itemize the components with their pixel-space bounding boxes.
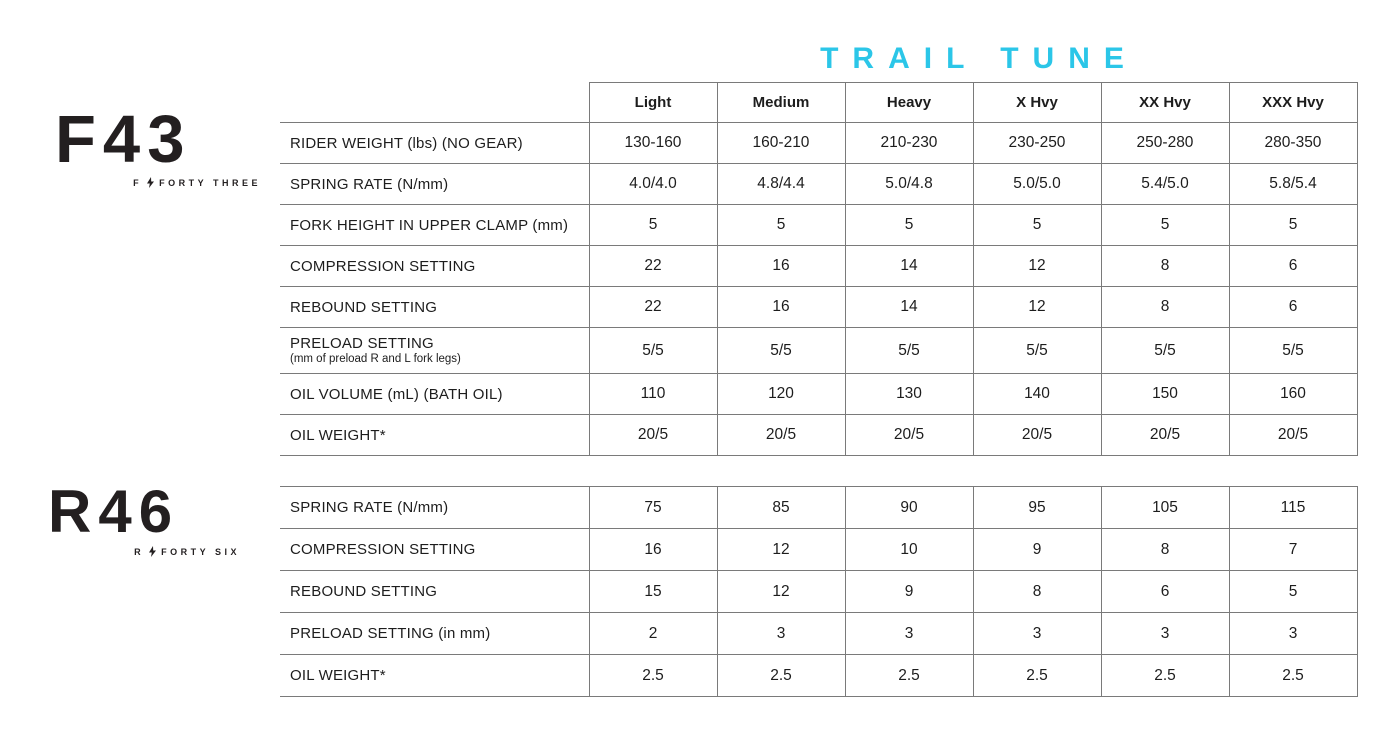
row-label-cell <box>280 529 589 571</box>
value-cell: 4.8/4.4 <box>717 164 845 205</box>
value-cell: 9 <box>973 529 1101 571</box>
row-label-cell <box>280 655 589 697</box>
value-cell: 210-230 <box>845 123 973 164</box>
value-cell: 4.0/4.0 <box>589 164 717 205</box>
r46-tagline-prefix: R <box>134 546 145 557</box>
value-cell: 5 <box>1229 571 1357 613</box>
value-cell: 2.5 <box>717 655 845 697</box>
value-cell: 8 <box>973 571 1101 613</box>
table-row <box>280 123 1357 164</box>
value-cell: 5 <box>973 205 1101 246</box>
r46-tagline <box>48 546 240 557</box>
value-cell: 5.4/5.0 <box>1101 164 1229 205</box>
value-cell: 14 <box>845 287 973 328</box>
row-label-cell <box>280 328 589 374</box>
f43-logo <box>55 102 261 188</box>
value-cell: 20/5 <box>1101 415 1229 456</box>
row-label: REBOUND SETTING <box>290 583 438 600</box>
row-label: OIL WEIGHT* <box>290 667 386 684</box>
value-cell: 22 <box>589 246 717 287</box>
value-cell: 5.0/5.0 <box>973 164 1101 205</box>
page-title: TRAIL TUNE <box>820 42 1138 75</box>
value-cell: 20/5 <box>717 415 845 456</box>
f43-tagline <box>55 177 261 188</box>
value-cell: 10 <box>845 529 973 571</box>
value-cell: 140 <box>973 374 1101 415</box>
value-cell: 6 <box>1229 246 1357 287</box>
value-cell: 5 <box>717 205 845 246</box>
value-cell: 160-210 <box>717 123 845 164</box>
value-cell: 5/5 <box>717 328 845 374</box>
value-cell: 250-280 <box>1101 123 1229 164</box>
table-row <box>280 205 1357 246</box>
value-cell: 5.8/5.4 <box>1229 164 1357 205</box>
r46-table <box>280 486 1358 697</box>
value-cell: 5 <box>1229 205 1357 246</box>
row-label: COMPRESSION SETTING <box>290 257 476 275</box>
value-cell: 160 <box>1229 374 1357 415</box>
row-label-cell <box>280 287 589 328</box>
column-header: Medium <box>717 83 845 123</box>
value-cell: 3 <box>973 613 1101 655</box>
row-label: OIL WEIGHT* <box>290 426 386 444</box>
corner-cell <box>280 83 589 123</box>
row-label: FORK HEIGHT IN UPPER CLAMP (mm) <box>290 216 569 234</box>
value-cell: 5/5 <box>845 328 973 374</box>
r46-logo <box>48 478 240 557</box>
value-cell: 150 <box>1101 374 1229 415</box>
table-row <box>280 246 1357 287</box>
value-cell: 2.5 <box>845 655 973 697</box>
column-header: X Hvy <box>973 83 1101 123</box>
row-label: REBOUND SETTING <box>290 298 438 316</box>
value-cell: 3 <box>1101 613 1229 655</box>
row-label-cell <box>280 415 589 456</box>
table-row <box>280 529 1357 571</box>
row-label-cell <box>280 246 589 287</box>
value-cell: 3 <box>845 613 973 655</box>
f43-table <box>280 82 1358 456</box>
value-cell: 75 <box>589 487 717 529</box>
value-cell: 130 <box>845 374 973 415</box>
value-cell: 280-350 <box>1229 123 1357 164</box>
row-label-cell <box>280 205 589 246</box>
value-cell: 230-250 <box>973 123 1101 164</box>
bolt-icon <box>147 177 154 188</box>
row-label: SPRING RATE (N/mm) <box>290 175 449 193</box>
value-cell: 12 <box>717 571 845 613</box>
value-cell: 5 <box>845 205 973 246</box>
row-label-cell <box>280 374 589 415</box>
value-cell: 8 <box>1101 529 1229 571</box>
value-cell: 5 <box>1101 205 1229 246</box>
value-cell: 6 <box>1229 287 1357 328</box>
bolt-icon <box>149 546 156 557</box>
r46-wordmark: R46 <box>48 478 180 545</box>
value-cell: 95 <box>973 487 1101 529</box>
value-cell: 20/5 <box>845 415 973 456</box>
value-cell: 20/5 <box>973 415 1101 456</box>
value-cell: 12 <box>973 246 1101 287</box>
value-cell: 120 <box>717 374 845 415</box>
value-cell: 105 <box>1101 487 1229 529</box>
value-cell: 85 <box>717 487 845 529</box>
row-label: COMPRESSION SETTING <box>290 541 476 558</box>
value-cell: 12 <box>717 529 845 571</box>
value-cell: 8 <box>1101 287 1229 328</box>
value-cell: 16 <box>717 287 845 328</box>
value-cell: 9 <box>845 571 973 613</box>
row-label-cell <box>280 571 589 613</box>
column-header: Heavy <box>845 83 973 123</box>
f43-tagline-name: FORTY THREE <box>159 177 261 188</box>
row-label: SPRING RATE (N/mm) <box>290 499 449 516</box>
value-cell: 20/5 <box>1229 415 1357 456</box>
value-cell: 3 <box>1229 613 1357 655</box>
value-cell: 5.0/4.8 <box>845 164 973 205</box>
value-cell: 16 <box>717 246 845 287</box>
value-cell: 22 <box>589 287 717 328</box>
row-label-cell <box>280 164 589 205</box>
value-cell: 6 <box>1101 571 1229 613</box>
row-label-cell <box>280 123 589 164</box>
row-sublabel: (mm of preload R and L fork legs) <box>290 352 461 365</box>
table-row <box>280 655 1357 697</box>
value-cell: 7 <box>1229 529 1357 571</box>
value-cell: 2.5 <box>973 655 1101 697</box>
value-cell: 130-160 <box>589 123 717 164</box>
value-cell: 8 <box>1101 246 1229 287</box>
value-cell: 5 <box>589 205 717 246</box>
value-cell: 2 <box>589 613 717 655</box>
value-cell: 5/5 <box>1229 328 1357 374</box>
r46-tagline-name: FORTY SIX <box>161 546 240 557</box>
table-row <box>280 613 1357 655</box>
column-header: XXX Hvy <box>1229 83 1357 123</box>
table-row <box>280 374 1357 415</box>
value-cell: 5/5 <box>589 328 717 374</box>
f43-tagline-prefix: F <box>133 177 143 188</box>
value-cell: 16 <box>589 529 717 571</box>
value-cell: 12 <box>973 287 1101 328</box>
row-label: RIDER WEIGHT (lbs) (NO GEAR) <box>290 134 523 152</box>
f43-wordmark: F43 <box>55 102 192 177</box>
row-label-cell <box>280 487 589 529</box>
value-cell: 110 <box>589 374 717 415</box>
value-cell: 5/5 <box>973 328 1101 374</box>
row-label: PRELOAD SETTING (in mm) <box>290 625 491 642</box>
value-cell: 14 <box>845 246 973 287</box>
table-row <box>280 164 1357 205</box>
table-row <box>280 415 1357 456</box>
value-cell: 115 <box>1229 487 1357 529</box>
table-row <box>280 287 1357 328</box>
column-header: XX Hvy <box>1101 83 1229 123</box>
column-header-row <box>280 83 1357 123</box>
column-header: Light <box>589 83 717 123</box>
value-cell: 2.5 <box>589 655 717 697</box>
value-cell: 3 <box>717 613 845 655</box>
value-cell: 2.5 <box>1101 655 1229 697</box>
row-label: OIL VOLUME (mL) (BATH OIL) <box>290 385 503 403</box>
value-cell: 5/5 <box>1101 328 1229 374</box>
table-row <box>280 571 1357 613</box>
row-label: PRELOAD SETTING <box>290 334 434 352</box>
value-cell: 15 <box>589 571 717 613</box>
value-cell: 2.5 <box>1229 655 1357 697</box>
table-row <box>280 328 1357 374</box>
table-row <box>280 487 1357 529</box>
value-cell: 20/5 <box>589 415 717 456</box>
row-label-cell <box>280 613 589 655</box>
value-cell: 90 <box>845 487 973 529</box>
